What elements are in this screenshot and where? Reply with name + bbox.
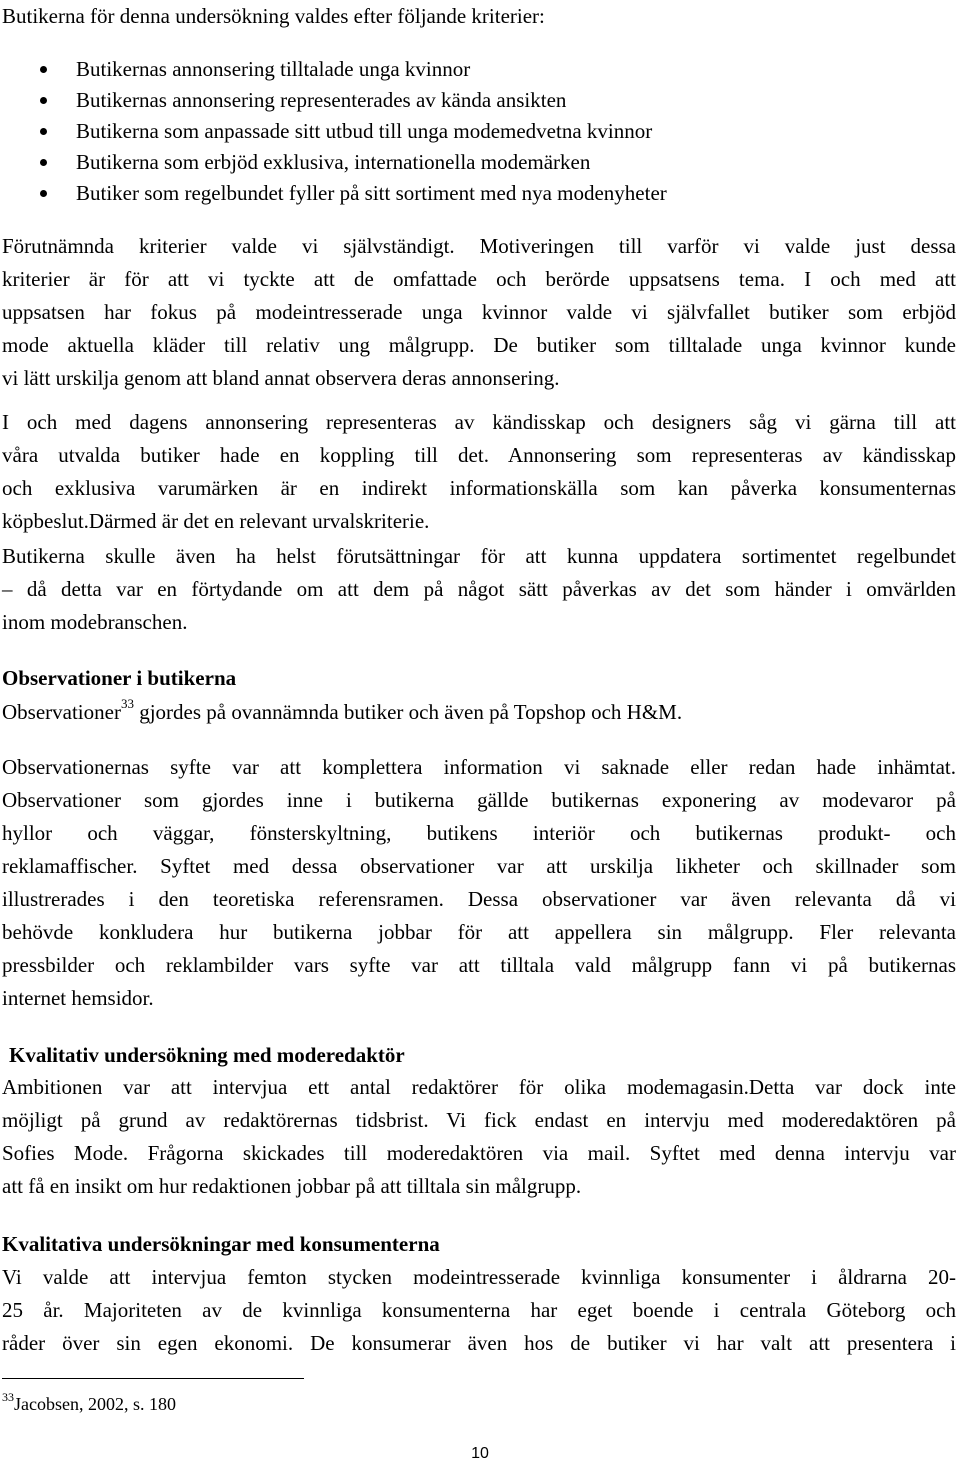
heading-observations: Observationer i butikerna [2,666,237,690]
bullet-icon [40,190,47,197]
footnote [2,1392,176,1416]
criteria-list [0,54,667,209]
paragraph-assortment-update: Butikerna skulle även ha helst förutsättningar för att kunna uppdatera sortimentet regelbundet – då detta var en förtydande om att dem på något sätt påverkas av det som händer i omvärlden inom modebranschen. [2,544,956,634]
paragraph-editor-interview: Ambitionen var att intervjua ett antal redaktörer för olika modemagasin.Detta var dock inte möjligt på grund av redaktörernas tidsbrist. Vi fick endast en intervju med moderedaktören på Sofies Mode. Frågorna skickades till moderedaktören via mail. Syftet med denna intervju var att få en insikt om hur redaktionen jobbar på att tilltala sin målgrupp. [2,1075,956,1198]
page-number: 10 [471,1445,489,1462]
paragraph-observations-purpose: Observationernas syfte var att komplettera information vi saknade eller redan hade inhämtat. Observationer som gjordes inne i butikerna gällde butikernas exponering av modevaror på hyllor och väggar, fönsterskyltning, butikens interiör och butikernas produkt- och reklamaffischer. Syftet med dessa observationer var att urskilja likheter och skillnader som illustrerades i den teoretiska referensramen. Dessa observationer var även relevanta då vi behövde konkludera hur butikerna jobbar för att appellera sin målgrupp. Fler relevanta pressbilder och reklambilder vars syfte var att tilltala vald målgrupp fann vi på butikernas internet hemsidor. [2,755,956,1010]
bullet-icon [40,159,47,166]
bullet-icon [40,128,47,135]
paragraph-celebrity-advertising: I och med dagens annonsering representeras av kändisskap och designers såg vi gärna till att våra utvalda butiker hade en koppling till det. Annonsering som representeras av kändisskap och exklusiva varumärken är en indirekt informationskälla som kan påverka konsumenternas köpbeslut.Därmed är det en relevant urvalskriterie. [2,410,956,533]
footnote-reference: 33 [120,696,134,711]
footnote-text: Jacobsen, 2002, s. 180 [14,1394,176,1414]
observations-intro-line: Observationer$^{33}$ gjordes på ovannämnda butiker och även på Topshop och H&M. [2,696,683,724]
paragraph-criteria-motivation: Förutnämnda kriterier valde vi självständigt. Motiveringen till varför vi valde just dessa kriterier är för att vi tyckte att de omfattade och berörde uppsatsens tema. I och med att uppsatsen har fokus på modeintresserade unga kvinnor valde vi självfallet butiker som erbjöd mode aktuella kläder till relativ ung målgrupp. De butiker som tilltalade unga kvinnor kunde vi lätt urskilja genom att bland annat observera deras annonsering. [2,234,956,390]
bullet-icon [40,66,47,73]
list-item: Butikerna som anpassade sitt utbud till unga modemedvetna kvinnor [0,116,667,147]
footnote-divider [2,1378,304,1379]
list-item: Butiker som regelbundet fyller på sitt sortiment med nya modenyheter [0,178,667,209]
list-item: Butikernas annonsering representerades av kända ansikten [0,85,667,116]
intro-text: Butikerna för denna undersökning valdes efter följande kriterier: [2,4,545,28]
list-item: Butikerna som erbjöd exklusiva, internationella modemärken [0,147,667,178]
footnote-number: 33 [2,1390,14,1404]
heading-editor-interview: Kvalitativ undersökning med moderedaktör [9,1043,405,1067]
bullet-icon [40,97,47,104]
list-item: Butikernas annonsering tilltalade unga kvinnor [0,54,667,85]
heading-consumer-interviews: Kvalitativa undersökningar med konsumenterna [2,1232,440,1256]
paragraph-consumer-interviews: Vi valde att intervjua femton stycken modeintresserade kvinnliga konsumenter i åldrarna 20- 25 år. Majoriteten av de kvinnliga konsumenterna har eget boende i centrala Göteborg och råder över sin egen ekonomi. De konsumerar även hos de butiker vi har valt att presentera i [2,1265,956,1355]
